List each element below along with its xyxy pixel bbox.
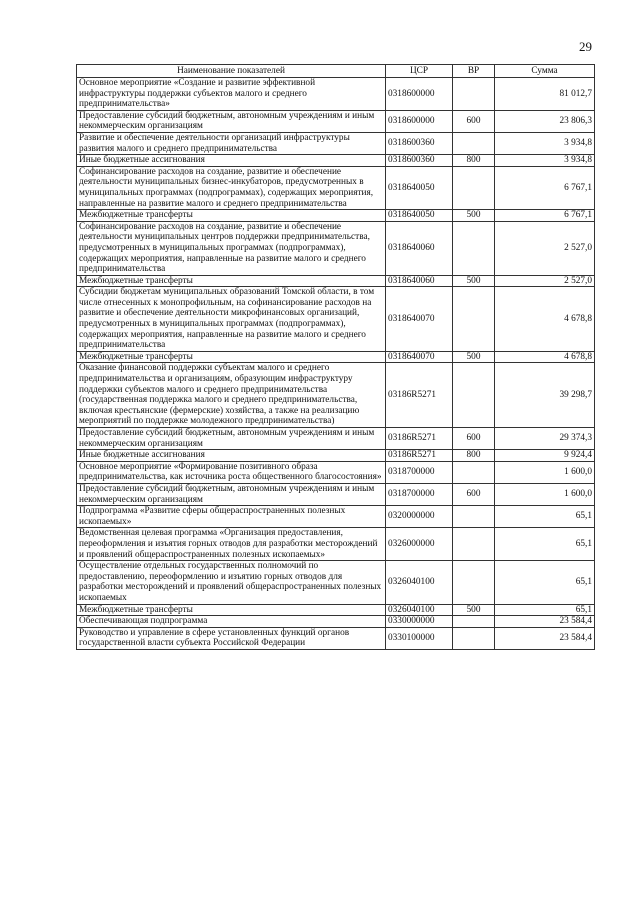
row-vr [453,627,495,649]
row-code: 0330000000 [386,616,453,628]
row-sum: 1 600,0 [495,483,595,505]
row-code: 0326040100 [386,561,453,604]
row-name: Обеспечивающая подпрограмма [77,616,386,628]
row-code: 0318640060 [386,275,453,287]
header-name: Наименование показателей [77,65,386,78]
row-sum: 4 678,8 [495,351,595,363]
row-sum: 23 806,3 [495,110,595,132]
table-row [77,351,595,363]
row-vr [453,132,495,154]
row-sum: 6 767,1 [495,166,595,209]
row-name: Основное мероприятие «Создание и развитие эффективной инфраструктуры поддержки субъектов малого и среднего предпринимательства» [77,78,386,111]
row-vr: 500 [453,210,495,222]
row-code: 0318600000 [386,110,453,132]
row-name: Субсидии бюджетам муниципальных образований Томской области, в том числе отнесенных к монопрофильным, на софинансирование расходов на развитие и обеспечение деятельности микрофинансовых организаций, предусмотренных в муниципальных программах (подпрограммах), содержащих мероприятия, направленные на развитие малого и среднего предпринимательства [77,287,386,352]
row-sum: 29 374,3 [495,428,595,450]
row-name: Межбюджетные трансферты [77,604,386,616]
row-sum: 81 012,7 [495,78,595,111]
table-row [77,210,595,222]
row-code: 0318640050 [386,166,453,209]
row-sum: 65,1 [495,528,595,561]
row-sum: 65,1 [495,506,595,528]
row-sum: 23 584,4 [495,627,595,649]
row-sum: 2 527,0 [495,275,595,287]
row-code: 0318600000 [386,78,453,111]
row-sum: 1 600,0 [495,461,595,483]
row-name: Основное мероприятие «Формирование позитивного образа предпринимательства, как источника роста общественного благосостояния» [77,461,386,483]
row-sum: 23 584,4 [495,616,595,628]
table-row [77,561,595,604]
row-code: 0330100000 [386,627,453,649]
budget-table [76,64,595,650]
row-name: Подпрограмма «Развитие сферы общераспространенных полезных ископаемых» [77,506,386,528]
row-sum: 3 934,8 [495,155,595,167]
page-number: 29 [579,39,592,54]
row-vr: 500 [453,275,495,287]
row-name: Оказание финансовой поддержки субъектам малого и среднего предпринимательства и организациям, образующим инфраструктуру поддержки субъектов малого и среднего предпринимательства (государственная поддержка малого и среднего предпринимательства, включая крестьянские (фермерские) хозяйства, а также на реализацию мероприятий по поддержке молодежного предпринимательства) [77,363,386,428]
row-sum: 4 678,8 [495,287,595,352]
row-sum: 2 527,0 [495,221,595,275]
table-row [77,604,595,616]
row-code: 0318640070 [386,351,453,363]
row-code: 0318600360 [386,132,453,154]
row-code: 0326040100 [386,604,453,616]
row-name: Межбюджетные трансферты [77,210,386,222]
row-code: 03186R5271 [386,450,453,462]
row-vr [453,287,495,352]
row-vr: 600 [453,483,495,505]
header-sum: Сумма [495,65,595,78]
row-vr [453,506,495,528]
row-vr: 500 [453,604,495,616]
table-row [77,78,595,111]
row-name: Иные бюджетные ассигнования [77,155,386,167]
table-row [77,287,595,352]
row-name: Предоставление субсидий бюджетным, автономным учреждениям и иным некоммерческим организациям [77,483,386,505]
row-name: Ведомственная целевая программа «Организация предоставления, переоформления и изъятия горных отводов для разработки месторождений и проявлений общераспространенных полезных ископаемых» [77,528,386,561]
header-vr: ВР [453,65,495,78]
row-name: Предоставление субсидий бюджетным, автономным учреждениям и иным некоммерческим организациям [77,110,386,132]
table-row [77,506,595,528]
row-vr [453,166,495,209]
row-name: Предоставление субсидий бюджетным, автономным учреждениям и иным некоммерческим организациям [77,428,386,450]
table-row [77,110,595,132]
row-vr [453,561,495,604]
header-code: ЦСР [386,65,453,78]
row-code: 0318640060 [386,221,453,275]
row-vr: 600 [453,110,495,132]
row-code: 0318640050 [386,210,453,222]
row-name: Руководство и управление в сфере установленных функций органов государственной власти субъекта Российской Федерации [77,627,386,649]
table-row [77,528,595,561]
row-sum: 3 934,8 [495,132,595,154]
row-name: Софинансирование расходов на создание, развитие и обеспечение деятельности муниципальных бизнес-инкубаторов, предусмотренных в муниципальных программах (подпрограммах), содержащих мероприятия, направленные на развитие малого и среднего предпринимательства [77,166,386,209]
table-row [77,155,595,167]
row-vr: 600 [453,428,495,450]
row-sum: 9 924,4 [495,450,595,462]
table-row [77,132,595,154]
table-row [77,627,595,649]
table-row [77,450,595,462]
row-vr: 800 [453,450,495,462]
row-sum: 6 767,1 [495,210,595,222]
row-code: 0318700000 [386,483,453,505]
row-name: Развитие и обеспечение деятельности организаций инфраструктуры развития малого и среднего предпринимательства [77,132,386,154]
row-name: Софинансирование расходов на создание, развитие и обеспечение деятельности муниципальных центров поддержки предпринимательства, предусмотренных в муниципальных программах (подпрограммах), содержащих мероприятия, направленные на развитие малого и среднего предпринимательства [77,221,386,275]
table-row [77,616,595,628]
table-row [77,275,595,287]
row-sum: 65,1 [495,561,595,604]
row-vr [453,78,495,111]
table-row [77,461,595,483]
table-row [77,428,595,450]
table-header-row [77,65,595,78]
table-row [77,363,595,428]
row-sum: 39 298,7 [495,363,595,428]
row-name: Осуществление отдельных государственных полномочий по предоставлению, переоформлению и изъятию горных отводов для разработки месторождений и проявлений общераспространенных полезных ископаемых [77,561,386,604]
row-vr [453,221,495,275]
row-code: 0326000000 [386,528,453,561]
row-sum: 65,1 [495,604,595,616]
table-row [77,483,595,505]
row-code: 03186R5271 [386,363,453,428]
table-row [77,166,595,209]
row-code: 0318700000 [386,461,453,483]
row-vr: 800 [453,155,495,167]
row-vr: 500 [453,351,495,363]
row-name: Иные бюджетные ассигнования [77,450,386,462]
row-code: 0318600360 [386,155,453,167]
row-vr [453,616,495,628]
row-code: 0320000000 [386,506,453,528]
row-vr [453,528,495,561]
table-row [77,221,595,275]
row-code: 03186R5271 [386,428,453,450]
row-name: Межбюджетные трансферты [77,351,386,363]
row-vr [453,461,495,483]
row-vr [453,363,495,428]
row-name: Межбюджетные трансферты [77,275,386,287]
row-code: 0318640070 [386,287,453,352]
